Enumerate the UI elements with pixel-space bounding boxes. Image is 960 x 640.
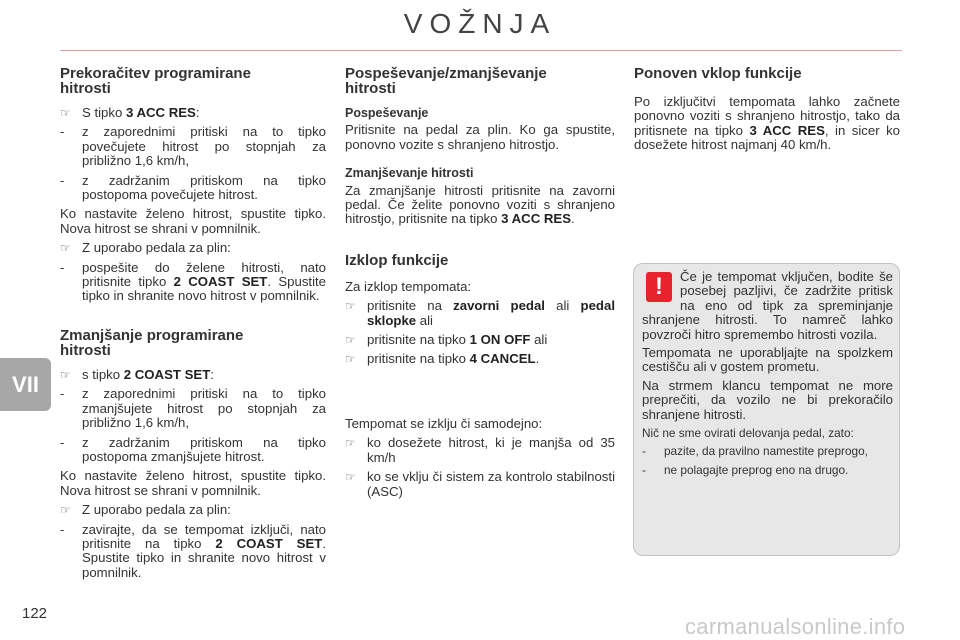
- warning-icon: !: [646, 272, 672, 302]
- list-item: - z zadržanim pritiskom na tipko postopoma povečujete hitrost.: [60, 172, 326, 203]
- paragraph: Tempomat se izklju či samodejno:: [345, 415, 543, 431]
- subheading-acceleration: Pospeševanje: [345, 106, 429, 120]
- list-item: ☞ S tipko 3 ACC RES:: [60, 105, 200, 120]
- watermark: carmanualsonline.info: [685, 614, 906, 639]
- list-item: - pospešite do želene hitrosti, nato pritisnite tipko 2 COAST SET. Spustite tipko in shranite novo hitrost v pomnilnik.: [60, 259, 327, 304]
- list-item: - ne polagajte preprog eno na drugo.: [642, 462, 849, 477]
- pointing-hand-icon: ☞: [345, 299, 356, 314]
- warning-paragraph: Na strmem klancu tempomat ne more preprečiti, da vozilo ne bi prekoračilo shranjene hitrosti.: [642, 377, 893, 422]
- list-item: ☞ pritisnite na zavorni pedal ali pedal sklopke ali: [345, 298, 615, 328]
- paragraph: Po izključitvi tempomata lahko začnete ponovno voziti s shranjeno hitrostjo, tako da pritisnete na tipko 3 ACC RES, in sicer ko dosežete hitrost najmanj 40 km/h.: [634, 94, 900, 153]
- warning-paragraph: Če je tempomat vključen, bodite še posebej pazljivi, če zadržite pritisk na eno od tipk za spreminjanje shranjene hitrosti. To namreč lahko povzroči hitro spremembo hitrosti vozila.: [642, 269, 893, 342]
- title-divider: [60, 50, 902, 51]
- pointing-hand-icon: ☞: [345, 352, 356, 367]
- section-title-reactivate: Ponoven vklop funkcije: [634, 65, 802, 82]
- list-item: ☞ Z uporabo pedala za plin:: [60, 502, 231, 518]
- pointing-hand-icon: ☞: [60, 503, 71, 518]
- list-item: - z zaporednimi pritiski na to tipko zmanjšujete hitrost po stopnjah za približno 1,6 km/h,: [60, 386, 326, 431]
- column-right: [634, 66, 900, 158]
- page-number: 122: [22, 605, 48, 622]
- paragraph: Ko nastavite želeno hitrost, spustite tipko. Nova hitrost se shrani v pomnilnik.: [60, 206, 326, 236]
- section-title-switch-off: Izklop funkcije: [345, 251, 449, 269]
- section-title-accel-decel: Pospeševanje/zmanjševanje hitrosti: [345, 65, 547, 97]
- paragraph: Za izklop tempomata:: [345, 278, 472, 294]
- pointing-hand-icon: ☞: [60, 106, 71, 120]
- list-item: - z zadržanim pritiskom na tipko postopoma zmanjšujete hitrost.: [60, 434, 326, 464]
- list-item: - z zaporednimi pritiski na to tipko povečujete hitrost po stopnjah za približno 1,6 km/h,: [60, 124, 326, 169]
- list-item: ☞ s tipko 2 COAST SET:: [60, 366, 214, 382]
- column-left: [60, 66, 326, 585]
- list-item: ☞ pritisnite na tipko 1 ON OFF ali: [345, 332, 548, 348]
- subheading-deceleration: Zmanjševanje hitrosti: [345, 166, 474, 181]
- column-middle: [345, 66, 615, 504]
- list-item: ☞ pritisnite na tipko 4 CANCEL.: [345, 351, 540, 367]
- pointing-hand-icon: ☞: [60, 367, 71, 382]
- pointing-hand-icon: ☞: [60, 241, 71, 256]
- section-title-exceed-speed: Prekoračitev programirane hitrosti: [60, 65, 251, 97]
- list-item: ☞ ko dosežete hitrost, ki je manjša od 35 km/h: [345, 435, 615, 465]
- list-item: - pazite, da pravilno namestite preprogo,: [642, 444, 868, 459]
- list-item: ☞ ko se vklju či sistem za kontrolo stabilnosti (ASC): [345, 469, 615, 499]
- paragraph: Ko nastavite želeno hitrost, spustite tipko. Nova hitrost se shrani v pomnilnik.: [60, 468, 326, 498]
- list-item: ☞ Z uporabo pedala za plin:: [60, 240, 231, 256]
- pointing-hand-icon: ☞: [345, 470, 356, 485]
- pointing-hand-icon: ☞: [345, 436, 356, 451]
- paragraph: Pritisnite na pedal za plin. Ko ga spustite, ponovno vozite s shranjeno hitrostjo.: [345, 122, 615, 152]
- chapter-tab[interactable]: [0, 358, 51, 411]
- section-title-reduce-speed: Zmanjšanje programirane hitrosti: [60, 326, 244, 359]
- chapter-label: VII: [12, 371, 39, 397]
- page-title: VOŽNJA: [403, 8, 557, 39]
- warning-paragraph: Nič ne sme ovirati delovanja pedal, zato:: [642, 426, 854, 441]
- list-item: - zavirajte, da se tempomat izključi, nato pritisnite na tipko 2 COAST SET. Spustite tipko in shranite novo hitrost v pomnilnik.: [60, 521, 327, 580]
- warning-box: [633, 263, 900, 556]
- paragraph: Za zmanjšanje hitrosti pritisnite na zavorni pedal. Če želite ponovno voziti s shranjeno hitrostjo, pritisnite na tipko 3 ACC RES.: [345, 182, 615, 227]
- pointing-hand-icon: ☞: [345, 333, 356, 348]
- warning-paragraph: Tempomata ne uporabljajte na spolzkem cestišču ali v gostem prometu.: [642, 345, 893, 375]
